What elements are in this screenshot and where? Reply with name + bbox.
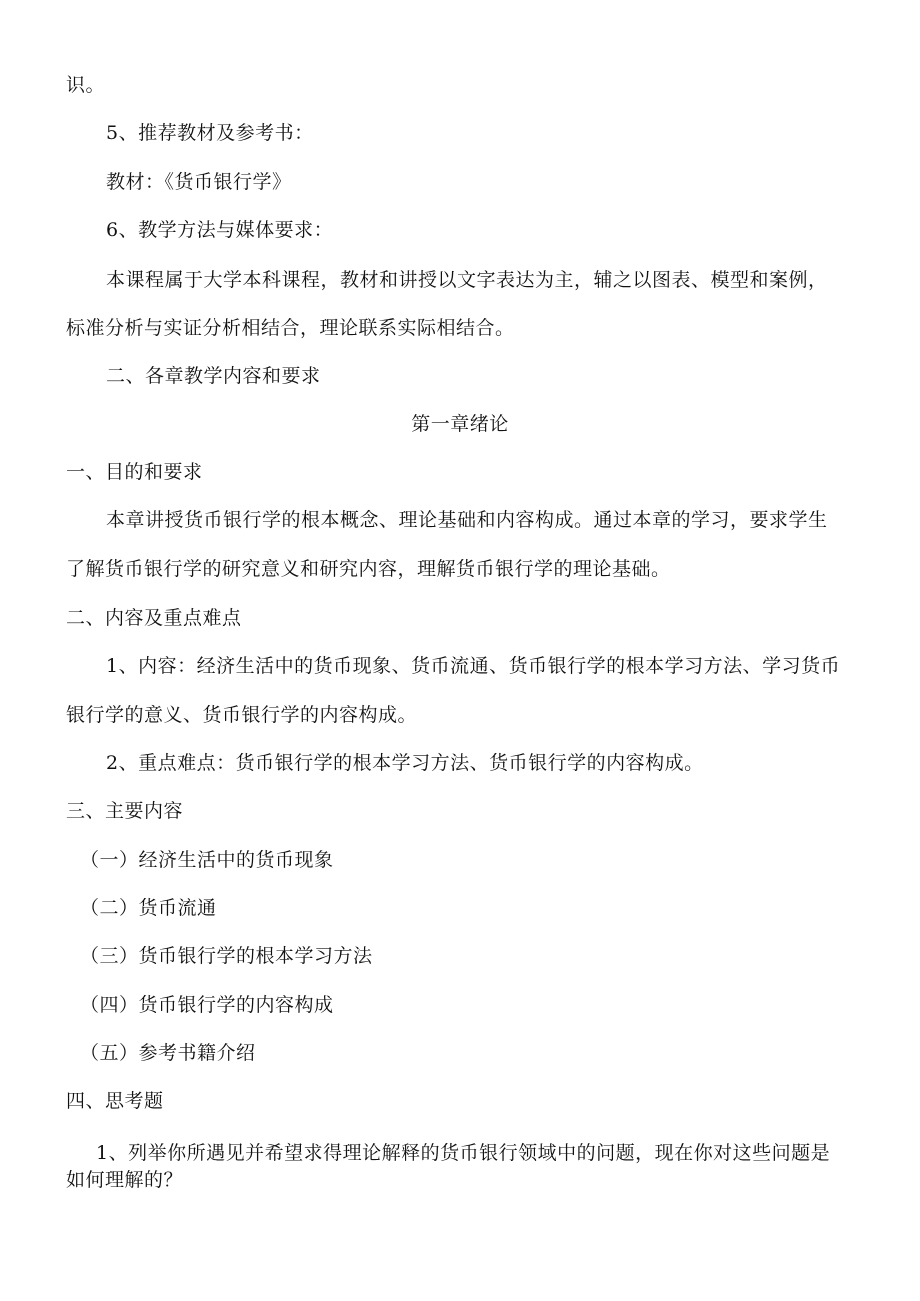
heading-questions: 四、思考题 [66, 1090, 164, 1112]
text-line-goals-1: 本章讲授货币银行学的根本概念、理论基础和内容构成。通过本章的学习，要求学生 [106, 509, 828, 531]
list-item-1: （一）经济生活中的货币现象 [80, 849, 334, 871]
text-line-key-difficulties: 2、重点难点：货币银行学的根本学习方法、货币银行学的内容构成。 [106, 752, 704, 774]
text-line-course-description-1: 本课程属于大学本科课程，教材和讲授以文字表达为主，辅之以图表、模型和案例， [106, 269, 828, 291]
text-line-question-1: 1、列举你所遇见并希望求得理论解释的货币银行领域中的问题，现在你对这些问题是 [96, 1142, 831, 1164]
text-line-question-2: 如何理解的？ [66, 1169, 184, 1191]
heading-content-key-points: 二、内容及重点难点 [66, 607, 242, 629]
text-line-goals-2: 了解货币银行学的研究意义和研究内容，理解货币银行学的理论基础。 [66, 558, 671, 580]
text-line-content-1: 1、内容：经济生活中的货币现象、货币流通、货币银行学的根本学习方法、学习货币 [106, 655, 841, 677]
text-line-continuation: 识。 [66, 74, 106, 96]
heading-main-content: 三、主要内容 [66, 800, 184, 822]
list-item-5: （五）参考书籍介绍 [80, 1042, 256, 1064]
section-heading-chapter-content: 二、各章教学内容和要求 [106, 365, 321, 387]
text-line-textbook: 教材：《货币银行学》 [106, 171, 292, 193]
list-item-4: （四）货币银行学的内容构成 [80, 994, 334, 1016]
chapter-title: 第一章绪论 [411, 413, 509, 435]
list-item-2: （二）货币流通 [80, 897, 217, 919]
heading-goals: 一、目的和要求 [66, 461, 203, 483]
list-item-3: （三）货币银行学的根本学习方法 [80, 945, 373, 967]
text-line-course-description-2: 标准分析与实证分析相结合，理论联系实际相结合。 [66, 317, 515, 339]
text-line-teaching-methods: 6、教学方法与媒体要求： [106, 219, 334, 241]
text-line-recommended-books: 5、推荐教材及参考书： [106, 122, 314, 144]
text-line-content-2: 银行学的意义、货币银行学的内容构成。 [66, 704, 418, 726]
